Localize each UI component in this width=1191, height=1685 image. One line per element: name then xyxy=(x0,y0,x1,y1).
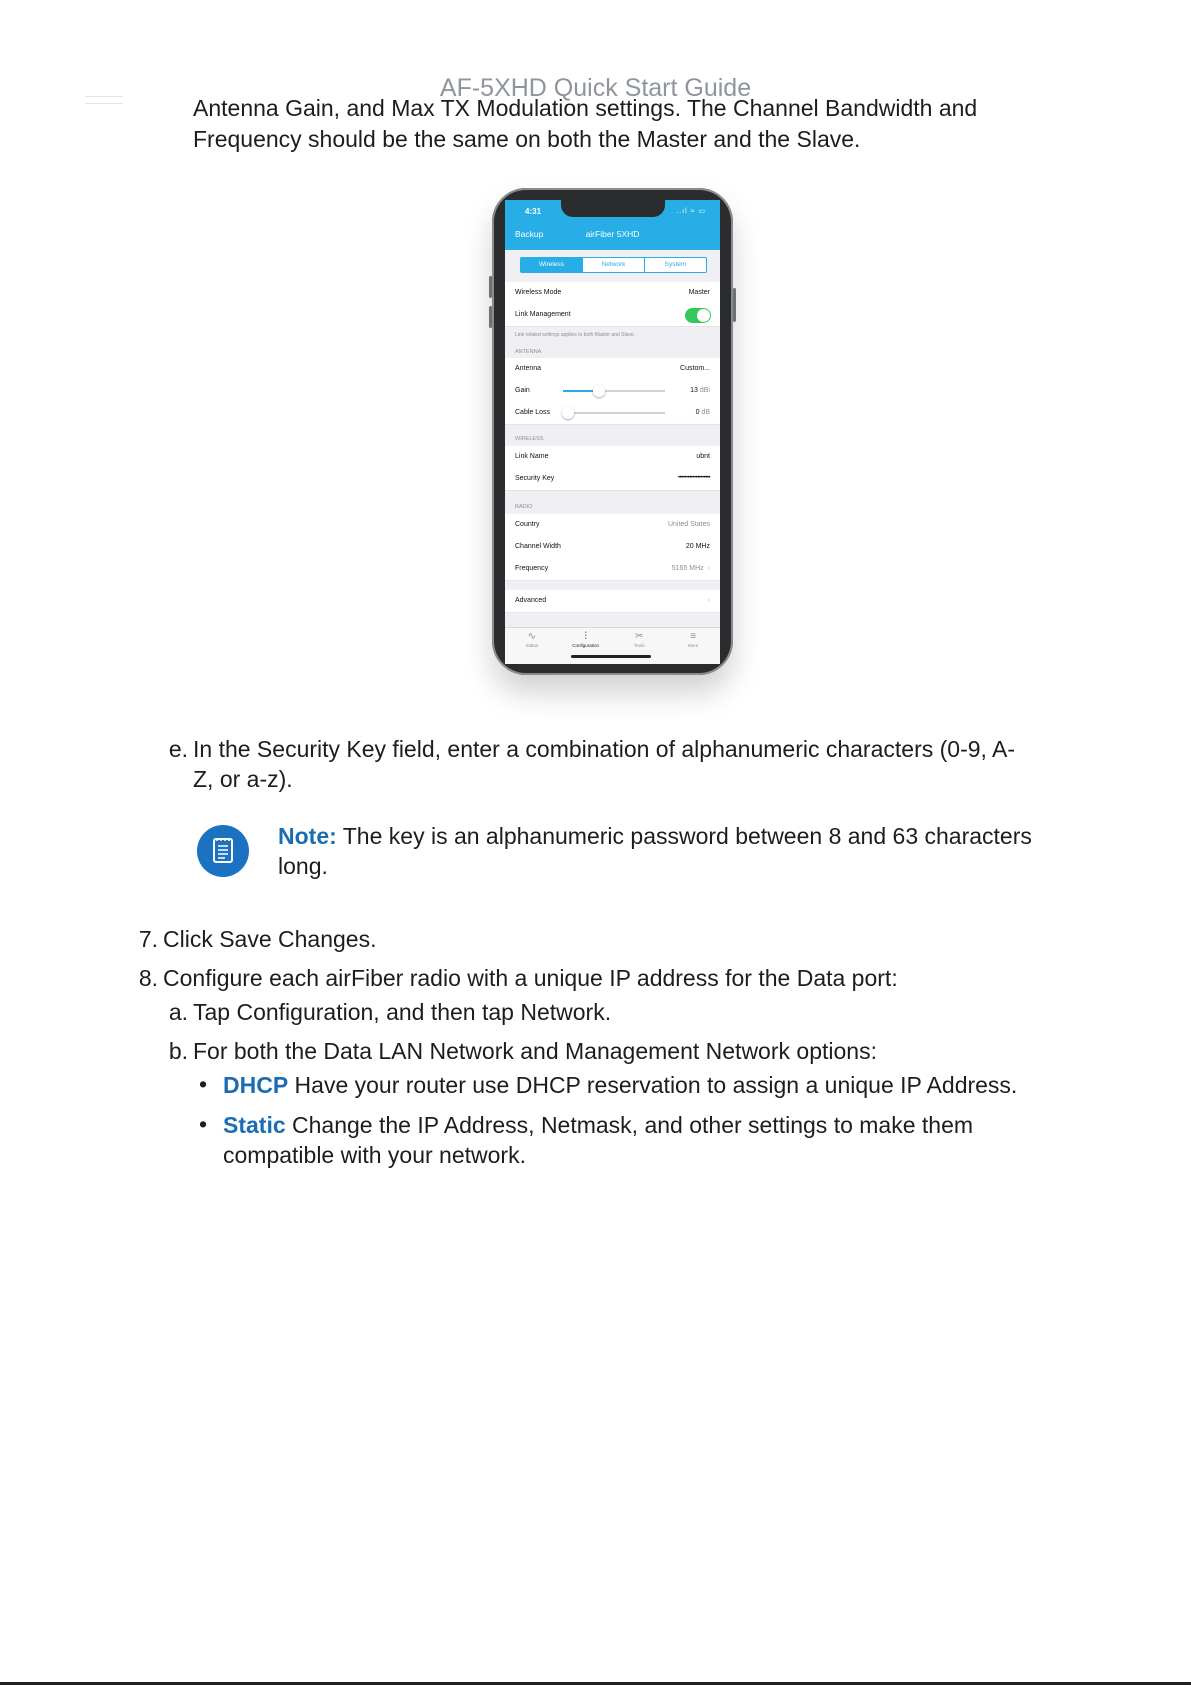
link-management-toggle[interactable] xyxy=(685,308,711,323)
phone-power-button xyxy=(733,288,736,322)
chevron-right-icon: › xyxy=(707,597,710,604)
row-value: United States xyxy=(667,521,710,528)
row-value: Master xyxy=(688,289,710,296)
home-indicator xyxy=(571,655,651,658)
list-marker: 7. xyxy=(138,926,158,952)
note-label: Note: xyxy=(278,823,337,849)
row-label: Link Management xyxy=(515,311,571,318)
step-7-text: Click Save Changes. xyxy=(163,926,377,952)
status-icons: ..ıl ≈ ▭ xyxy=(676,208,706,215)
row-gain xyxy=(505,380,720,403)
phone-mockup xyxy=(492,188,733,675)
list-marker: e. xyxy=(168,736,188,762)
bullet-text: Have your router use DHCP reservation to assign a unique IP Address. xyxy=(288,1072,1018,1098)
tabbar-label: Configuration xyxy=(572,643,600,648)
row-advanced[interactable] xyxy=(505,590,720,613)
section-antenna: ANTENNA xyxy=(515,349,542,355)
segmented-tabs xyxy=(520,257,707,273)
step-8b-text: For both the Data LAN Network and Management Network options: xyxy=(193,1038,877,1064)
row-label: Frequency xyxy=(515,565,549,572)
text-line: long. xyxy=(278,853,328,879)
configuration-icon: ⫶ xyxy=(584,631,587,642)
section-wireless: WIRELESS xyxy=(515,436,544,442)
note-icon xyxy=(197,825,249,877)
text-line: In the Security Key field, enter a combination of alphanumeric characters (0-9, A- xyxy=(193,736,1016,762)
link-note: Link related settings applies to both Master and Slave. xyxy=(515,332,636,338)
tabbar-label: More xyxy=(687,643,699,648)
cable-loss-slider[interactable] xyxy=(563,412,665,414)
row-label: Country xyxy=(515,521,540,528)
text-line: compatible with your network. xyxy=(223,1142,526,1168)
bullet-term: DHCP xyxy=(223,1072,289,1098)
bullet-dhcp xyxy=(223,1070,1073,1100)
list-marker: 8. xyxy=(138,965,158,991)
phone-screen xyxy=(505,200,720,663)
tabbar-tools[interactable] xyxy=(613,628,667,664)
tabbar-label: Status xyxy=(525,643,539,648)
phone-volume-button xyxy=(489,276,492,298)
slider-knob[interactable] xyxy=(593,385,605,397)
row-value xyxy=(690,387,710,394)
gain-value: 13 xyxy=(690,387,698,394)
continued-paragraph xyxy=(193,95,1043,155)
row-security-key[interactable] xyxy=(505,468,720,491)
tabbar-configuration[interactable] xyxy=(559,628,613,664)
phone-notch xyxy=(561,200,665,217)
page-header: AF-5XHD Quick Start Guide xyxy=(439,74,752,102)
tabbar-more[interactable] xyxy=(666,628,720,664)
bullet-text: Change the IP Address, Netmask, and other settings to make them xyxy=(285,1112,974,1138)
tab-system[interactable]: System xyxy=(664,261,687,268)
frequency-value: 5165 MHz xyxy=(671,565,704,572)
backup-button[interactable]: Backup xyxy=(515,229,544,239)
row-channel-width[interactable] xyxy=(505,536,720,559)
row-value xyxy=(672,565,710,572)
step-e-text xyxy=(193,734,1073,794)
slider-knob[interactable] xyxy=(562,407,574,419)
status-icon: ∿ xyxy=(527,631,537,642)
row-label: Channel Width xyxy=(515,543,561,550)
step-8-text: Configure each airFiber radio with a unique IP address for the Data port: xyxy=(163,965,898,991)
more-icon: ≡ xyxy=(690,631,697,642)
bullet-dot: • xyxy=(199,1111,208,1137)
section-radio: RADIO xyxy=(515,504,533,510)
row-label: Cable Loss xyxy=(515,409,551,416)
row-label: Security Key xyxy=(515,475,555,482)
gain-slider[interactable] xyxy=(563,390,665,392)
chevron-right-icon: › xyxy=(707,565,710,572)
paragraph-line: Frequency should be the same on both the Master and the Slave. xyxy=(193,126,861,152)
row-value: Custom... xyxy=(680,365,710,372)
row-frequency[interactable] xyxy=(505,558,720,581)
step-8a-text: Tap Configuration, and then tap Network. xyxy=(193,999,612,1025)
tabbar-status[interactable] xyxy=(505,628,559,664)
row-label: Gain xyxy=(515,387,530,394)
row-cable-loss xyxy=(505,402,720,425)
list-marker: a. xyxy=(168,999,188,1025)
row-label: Wireless Mode xyxy=(515,289,562,296)
tools-icon: ✂ xyxy=(635,631,644,642)
row-value: ubnt xyxy=(696,453,710,460)
tabbar-label: Tools xyxy=(634,643,645,648)
app-title: airFiber 5XHD xyxy=(585,229,640,239)
tab-wireless[interactable]: Wireless xyxy=(521,258,583,272)
row-label: Advanced xyxy=(515,597,547,604)
status-time: 4:31 xyxy=(525,207,542,216)
row-link-management xyxy=(505,304,720,327)
tab-network[interactable]: Network xyxy=(583,258,645,272)
bullet-term: Static xyxy=(223,1112,286,1138)
row-label: Antenna xyxy=(515,365,542,372)
text-line: Z, or a-z). xyxy=(193,766,293,792)
phone-volume-button xyxy=(489,306,492,328)
bullet-static xyxy=(223,1110,1073,1170)
note-text xyxy=(278,821,1078,881)
row-country[interactable] xyxy=(505,514,720,537)
header-divider xyxy=(85,96,123,104)
row-antenna[interactable] xyxy=(505,358,720,381)
clipped-line: Antenna Gain, and Max TX Modulation settings. The Channel Bandwidth and xyxy=(193,95,978,121)
gain-unit: dBi xyxy=(699,387,710,394)
row-value xyxy=(704,597,710,604)
row-label: Link Name xyxy=(515,453,549,460)
cable-loss-unit: dB xyxy=(701,409,710,416)
list-marker: b. xyxy=(168,1038,188,1064)
row-value xyxy=(696,409,710,416)
security-key-value: •••••••••••••••••••• xyxy=(677,475,710,481)
row-value: 20 MHz xyxy=(685,543,710,550)
row-link-name[interactable] xyxy=(505,446,720,469)
app-tabbar xyxy=(505,627,720,664)
bullet-dot: • xyxy=(199,1071,208,1097)
cable-loss-value: 0 xyxy=(695,409,700,416)
note-body: The key is an alphanumeric password between 8 and 63 characters xyxy=(336,823,1032,849)
row-wireless-mode[interactable] xyxy=(505,282,720,305)
